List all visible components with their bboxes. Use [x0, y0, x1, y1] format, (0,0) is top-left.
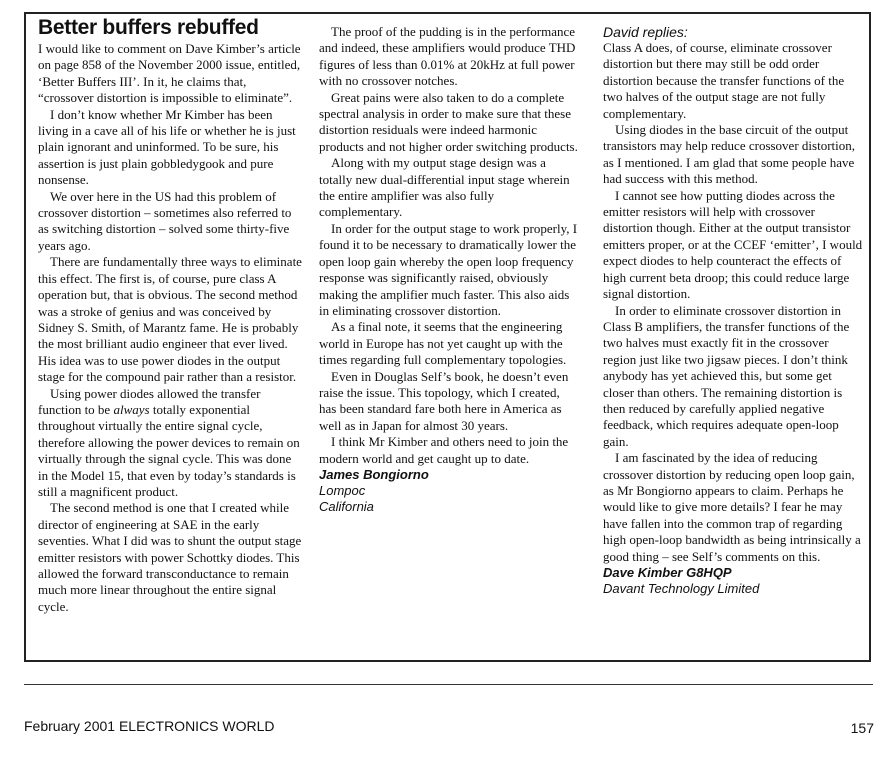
letter-paragraph: The second method is one that I created while director of engineering at SAE in the early seventies. What I did was to shunt the output stage emitter resistors with power Schottky diodes. This allowed the forward transconductance to remain much more linear throughout the entire signal cycle.: [38, 500, 302, 614]
letter-paragraph: Along with my output stage design was a totally new dual-differential input stage wherein the entire amplifier was also fully complementary.: [319, 155, 570, 220]
footer-issue-title: February 2001 ELECTRONICS WORLD: [24, 718, 275, 734]
letter-paragraph: Even in Douglas Self’s book, he doesn’t even raise the issue. This topology, which I created, has been standard fare both here in America as well as in Japan for almost 30 years.: [319, 368, 569, 433]
letter-headline: Better buffers rebuffed: [38, 16, 259, 39]
letter-paragraph: The proof of the pudding is in the performance and indeed, these amplifiers would produce THD figures of less than 0.01% at 20kHz at full power with no crossover notches.: [319, 24, 576, 89]
letter-paragraph-intro: I would like to comment on Dave Kimber’s article on page 858 of the November 2000 issue, entitled, ‘Better Buffers III’. In it, he claims that, “crossover distortion is impossible to eliminate”.: [38, 41, 301, 106]
emphasized-word: always: [113, 401, 150, 417]
reply-paragraph: Using diodes in the base circuit of the output transistors may help reduce crossover distortion, as I mentioned. I am glad that some people have had success with this method.: [603, 122, 855, 187]
letter-paragraph: [38, 386, 302, 501]
letter-author-town: Lompoc: [319, 482, 366, 498]
reply-paragraph: In order to eliminate crossover distortion in Class B amplifiers, the transfer functions of the two halves must exactly fit in the crossover region just like two jigsaw pieces. I don’t think anybody has yet achieved this, but some get closer than others. The remaining distortion is then reduced by carefully applied negative feedback, which requires adequate open-loop gain.: [603, 302, 850, 449]
footer-rule: [24, 684, 873, 685]
letter-column-2: [319, 24, 579, 515]
letter-paragraph: We over here in the US had this problem of crossover distortion – sometimes also referred to as switching distortion – solved some thirty-five years ago.: [38, 188, 292, 253]
reply-author-affiliation: Davant Technology Limited: [603, 581, 760, 596]
letter-paragraph: There are fundamentally three ways to eliminate this effect. The first is, of course, pure class A operation but, that is obvious. The second method was a stroke of genius and was conceived by Sidney S. Smith, of Marantz fame. He is probably the most brilliant audio engineer that ever lived. His idea was to use power diodes in the output stage for the compound pair rather than a resistor.: [38, 254, 302, 385]
reply-author-name: Dave Kimber G8HQP: [603, 565, 732, 580]
letter-paragraph: In order for the output stage to work properly, I found it to be necessary to dramatically lower the open loop gain whereby the open loop frequency response was significantly raised, obviously making the amplifier much faster. This also aids in eliminating crossover distortion.: [319, 220, 578, 318]
reply-paragraph: I am fascinated by the idea of reducing crossover distortion by reducing open loop gain, as Mr Bongiorno appears to claim. Perhaps he would like to give more details? I fear he may have fallen into the common trap of regarding high open-loop bandwidth as being intrinsically a good thing – see Self’s comments on this.: [603, 450, 861, 564]
reply-heading: David replies:: [603, 24, 688, 40]
reply-paragraph: I cannot see how putting diodes across the emitter resistors will help with crossover distortion though. Either at the output transistor emitters proper, or at the CCEF ‘emitter’, I would expect diodes to help counteract the effects of high current beta droop; this could reduce large signal distortion.: [603, 187, 863, 302]
reply-paragraph: Class A does, of course, eliminate crossover distortion but there may still be odd order distortion because the transfer functions of the two halves of the output stage are not fully complementary.: [603, 40, 845, 121]
paragraph-text: totally exponential throughout virtually the entire signal cycle, therefore allowing the power devices to remain on virtually through the signal cycle. This was done in the Model 15, that even by today’s standards is still a magnificent product.: [38, 401, 300, 499]
letter-author-region: California: [319, 498, 374, 514]
letter-author-name: James Bongiorno: [319, 466, 429, 482]
letter-paragraph: I think Mr Kimber and others need to join the modern world and get caught up to date.: [319, 434, 569, 466]
page-number: 157: [850, 720, 874, 736]
letter-paragraph: I don’t know whether Mr Kimber has been living in a cave all of his life or whether he is just plain ignorant and uninformed. To be sure, his assertion is just plain gobbledygook and pure nonsense.: [38, 106, 296, 188]
letter-paragraph: As a final note, it seems that the engineering world in Europe has not yet caught up with the times regarding full complementary topologies.: [319, 319, 567, 368]
letter-column-1: [38, 16, 302, 615]
reply-column: [603, 24, 865, 597]
letter-paragraph: Great pains were also taken to do a complete spectral analysis in order to make sure that these distortion residuals were indeed harmonic products and not higher order switching products.: [319, 89, 578, 154]
paragraph-text: Using power diodes allowed the transfer function to be: [38, 385, 261, 417]
